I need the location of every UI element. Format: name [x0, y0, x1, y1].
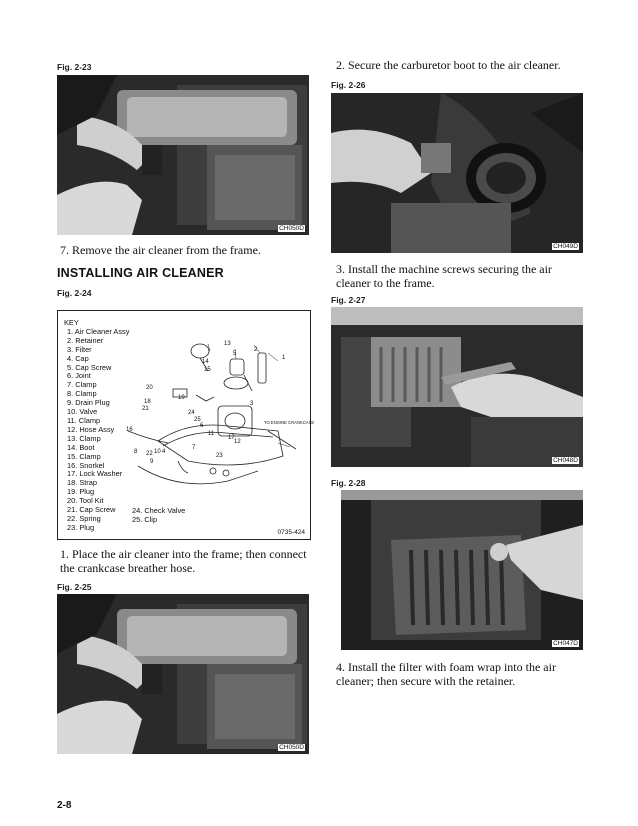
callout: 12 [234, 439, 241, 445]
key-item: 18. Strap [67, 478, 97, 488]
key-item: 25. Clip [132, 514, 158, 524]
key-item: 23. Plug [67, 522, 95, 532]
callout: 13 [224, 341, 231, 347]
fig-2-26-photo [331, 93, 583, 253]
step-1: 1. Place the air cleaner into the frame; then connect the crankcase breather hose. [60, 547, 307, 575]
callout: 15 [204, 367, 211, 373]
key-item: 2. Retainer [67, 335, 104, 345]
key-item: 5. Cap Screw [67, 362, 112, 372]
key-item: 1. Air Cleaner Assy [67, 326, 130, 336]
step-3: 3. Install the machine screws securing the air cleaner to the frame. [336, 262, 552, 290]
callout: 9 [150, 459, 154, 465]
callout: 24 [188, 410, 195, 416]
key-item: 8. Clamp [67, 389, 97, 399]
fig-2-26-label: Fig. 2-26 [331, 80, 366, 90]
step-7: 7. Remove the air cleaner from the frame. [60, 243, 261, 257]
fig-2-28-code: CH047D [553, 640, 578, 647]
fig-2-27-photo [331, 307, 583, 467]
fig-2-27-code: CH048D [553, 457, 578, 464]
callout: 11 [208, 431, 215, 437]
key-item: 22. Spring [67, 513, 101, 523]
callout: 22 [146, 451, 153, 457]
fig-2-24-diagram [57, 310, 315, 540]
fig-2-26-code: CH049D [553, 243, 578, 250]
callout: 5 [233, 351, 237, 357]
fig-2-28-label: Fig. 2-28 [331, 478, 366, 488]
key-item: 12. Hose Assy [67, 424, 115, 434]
crankcase-note: TO ENGINE CRANKCASE [264, 420, 315, 425]
callout: 20 [146, 385, 153, 391]
fig-2-24-code: 0735-424 [277, 529, 305, 536]
fig-2-25-photo [57, 594, 309, 754]
step-2: 2. Secure the carburetor boot to the air cleaner. [336, 58, 561, 72]
diagram-key-extra [132, 507, 185, 525]
callout: 8 [134, 449, 138, 455]
key-item: 11. Clamp [67, 415, 101, 425]
callout: 25 [194, 417, 201, 423]
callout: 6 [200, 423, 204, 429]
key-title: KEY [64, 318, 79, 327]
callout: 23 [216, 453, 223, 459]
key-item: 16. Snorkel [67, 460, 105, 470]
key-item: 7. Clamp [67, 380, 97, 390]
callout: 16 [126, 427, 133, 433]
callout: 19 [178, 395, 185, 401]
key-item: 15. Clamp [67, 451, 101, 461]
callout: 17 [228, 435, 235, 441]
fig-2-23-label: Fig. 2-23 [57, 62, 92, 72]
callout: 1 [282, 355, 286, 361]
callout: 2 [254, 347, 258, 353]
fig-2-23-photo [57, 75, 309, 235]
key-item: 6. Joint [67, 371, 91, 381]
exploded-view [118, 331, 315, 501]
page-number: 2-8 [57, 800, 72, 811]
fig-2-25-label: Fig. 2-25 [57, 582, 92, 592]
fig-2-27-label: Fig. 2-27 [331, 295, 366, 305]
key-item: 24. Check Valve [132, 506, 186, 515]
key-item: 4. Cap [67, 353, 89, 363]
callout: 18 [144, 399, 151, 405]
section-heading: INSTALLING AIR CLEANER [57, 266, 224, 280]
key-item: 13. Clamp [67, 433, 101, 443]
key-item: 14. Boot [67, 442, 95, 452]
callout: 7 [192, 445, 196, 451]
fig-2-24-label: Fig. 2-24 [57, 288, 92, 298]
fig-2-25-code: CH050D [279, 744, 304, 751]
key-item: 10. Valve [67, 407, 98, 417]
key-item: 9. Drain Plug [67, 398, 110, 408]
callout: 21 [142, 406, 149, 412]
key-item: 19. Plug [67, 487, 95, 497]
fig-2-23-code: CH050D [279, 225, 304, 232]
key-item: 3. Filter [67, 344, 92, 354]
callout: 3 [250, 401, 254, 407]
key-item: 20. Tool Kit [67, 496, 104, 506]
callout: 4 [162, 449, 166, 455]
key-item: 21. Cap Screw [67, 505, 116, 515]
callout: 10 [154, 449, 161, 455]
step-4: 4. Install the filter with foam wrap into the air cleaner; then secure with the retainer. [336, 660, 556, 688]
key-item: 17. Lock Washer [67, 469, 123, 479]
fig-2-28-photo [341, 490, 583, 650]
callout: 14 [202, 359, 209, 365]
